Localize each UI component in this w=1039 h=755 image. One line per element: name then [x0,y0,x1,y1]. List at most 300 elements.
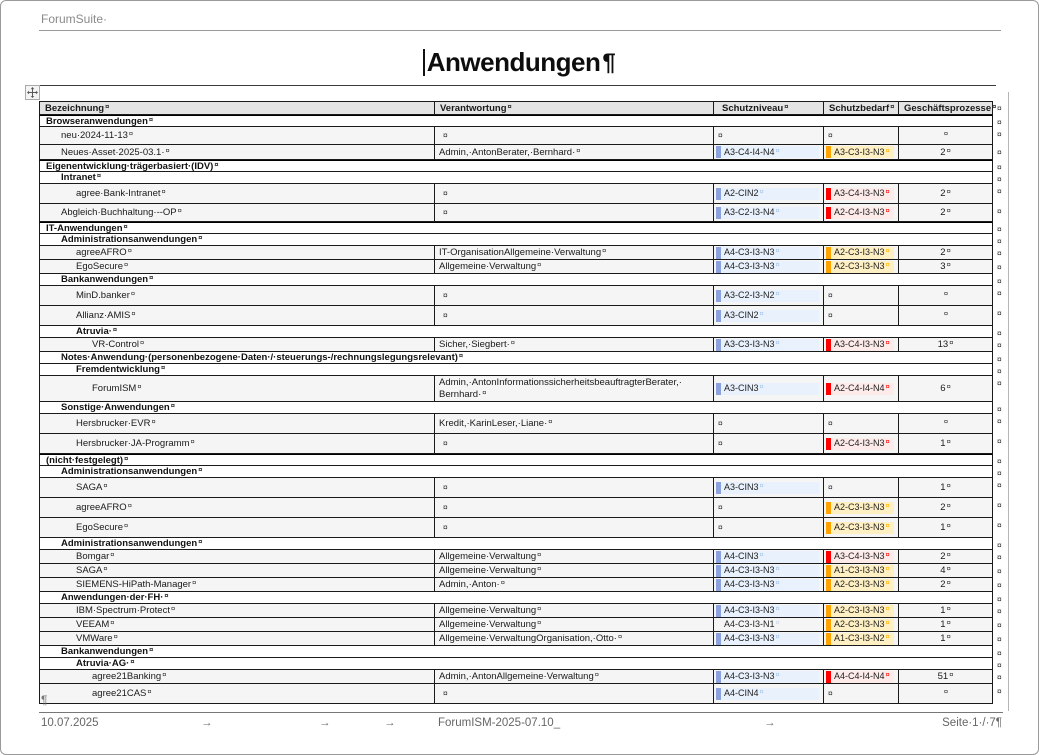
cell-schutzniveau[interactable] [714,338,824,351]
schutzniveau-value: A3-C2-I3-N4 [724,207,775,217]
cell-bezeichnung[interactable] [40,604,435,617]
cell-schutzbedarf[interactable] [824,246,899,259]
group-name: Browseranwendungen [46,115,148,127]
cell-end-mark: ¤ [576,145,581,155]
cell-schutzbedarf[interactable] [824,434,899,453]
cell-end-mark: ¤ [885,338,890,347]
table-row[interactable] [39,204,993,222]
cell-schutzbedarf[interactable] [824,518,899,537]
cell-schutzniveau[interactable] [714,286,824,305]
application-name: Hersbrucker·EVR [76,418,151,429]
table-row[interactable] [39,145,993,160]
cell-schutzbedarf[interactable] [824,260,899,273]
cell-geschaeftsprozesse[interactable] [899,306,992,325]
right-margin-guide [1008,92,1009,711]
cell-geschaeftsprozesse[interactable] [899,286,992,305]
cell-geschaeftsprozesse[interactable] [899,518,992,537]
cell-verantwortung[interactable] [435,338,714,351]
table-row[interactable] [39,376,993,402]
cell-bezeichnung[interactable] [40,518,435,537]
cell-end-mark: ¤ [946,632,951,641]
schutzniveau-chip [716,565,819,577]
schutzbedarf-chip [826,579,894,591]
cell-geschaeftsprozesse[interactable] [899,204,992,221]
application-name: agree21Banking [92,671,162,682]
cell-end-mark: ¤ [602,246,607,255]
process-count: 13 [937,339,949,350]
table-row[interactable] [39,604,993,618]
group-name: IT-Anwendungen [46,222,123,234]
table-row-group[interactable] [39,234,993,246]
cell-schutzniveau[interactable] [714,578,824,591]
cell-end-mark: ¤ [828,310,833,320]
responsible-text: Admin,·Anton· [439,579,500,590]
cell-verantwortung[interactable] [435,127,714,144]
cell-verantwortung[interactable] [435,434,714,453]
cell-verantwortung[interactable] [435,246,714,259]
table-row-group[interactable] [39,466,993,478]
cell-bezeichnung[interactable] [40,670,435,683]
schutzbedarf-chip [826,633,894,645]
schutzniveau-value: A3-C3-I3-N3 [724,339,775,349]
cell-verantwortung[interactable] [435,478,714,497]
cell-end-mark: ¤ [885,437,890,446]
cell-schutzniveau[interactable] [714,498,824,517]
cell-bezeichnung[interactable] [40,550,435,563]
schutzniveau-value: A4-C3-I3-N3 [724,261,775,271]
cell-schutzniveau[interactable] [714,632,824,645]
cell-end-mark: ¤ [170,401,175,410]
row-end-mark: ¤ [997,552,1002,562]
document-title-row[interactable] [1,47,1038,81]
cell-end-mark: ¤ [190,437,195,446]
cell-end-mark: ¤ [946,246,951,255]
group-name-cell[interactable] [40,161,992,171]
cell-end-mark: ¤ [443,482,448,492]
table-row-group[interactable] [39,538,993,550]
cell-geschaeftsprozesse[interactable] [899,578,992,591]
row-end-mark: ¤ [997,248,1002,258]
row-end-mark: ¤ [997,186,1002,196]
table-row[interactable] [39,338,993,352]
table-row[interactable] [39,498,993,518]
row-end-mark: ¤ [997,686,1002,696]
table-row[interactable] [39,632,993,646]
cell-schutzniveau[interactable] [714,145,824,159]
schutzniveau-value: A3-CIN3 [724,482,759,492]
cell-schutzbedarf[interactable] [824,684,899,703]
schutzniveau-value: A3-C2-I3-N2 [724,290,775,300]
cell-end-mark: ¤ [164,591,169,600]
cell-bezeichnung[interactable] [40,632,435,645]
schutzniveau-chip [716,579,819,591]
row-end-mark: ¤ [997,436,1002,446]
cell-end-mark: ¤ [718,438,723,448]
schutzniveau-chip [716,383,819,395]
cell-bezeichnung[interactable] [40,578,435,591]
cell-verantwortung[interactable] [435,550,714,563]
table-row[interactable] [39,286,993,306]
cell-bezeichnung[interactable] [40,564,435,577]
cell-end-mark: ¤ [949,338,954,347]
table-row-group[interactable] [39,646,993,658]
table-row[interactable] [39,246,993,260]
cell-schutzniveau[interactable] [714,204,824,221]
cell-schutzbedarf[interactable] [824,338,899,351]
schutzniveau-chip [716,671,819,683]
cell-schutzniveau[interactable] [714,564,824,577]
process-count: 3 [940,261,946,272]
group-name-cell[interactable] [40,538,992,549]
group-name-cell[interactable] [40,592,992,603]
row-end-mark: ¤ [997,580,1002,590]
cell-end-mark: ¤ [443,290,448,300]
schutzbedarf-chip [826,605,894,617]
group-name: Atruvia·AG· [76,658,130,669]
cell-geschaeftsprozesse[interactable] [899,434,992,453]
cell-schutzniveau[interactable] [714,184,824,203]
table-row-group[interactable] [39,115,993,127]
tab-arrow-icon: → [764,717,776,729]
process-count: 6 [940,383,946,394]
cell-bezeichnung[interactable] [40,286,435,305]
cell-geschaeftsprozesse[interactable] [899,478,992,497]
cell-end-mark: ¤ [885,550,890,559]
responsible-text: Allgemeine·Verwaltung [439,605,537,616]
cell-geschaeftsprozesse[interactable] [899,564,992,577]
schutzbedarf-chip [826,261,894,273]
table-row[interactable] [39,260,993,274]
row-end-mark: ¤ [997,162,1002,172]
cell-schutzbedarf[interactable] [824,127,899,144]
table-row[interactable] [39,184,993,204]
cell-verantwortung[interactable] [435,632,714,645]
schutzbedarf-value: A2-C4-I4-N4 [834,383,885,393]
table-row[interactable] [39,414,993,434]
schutzbedarf-chip [826,502,894,514]
cell-end-mark: ¤ [124,260,129,269]
cell-verantwortung[interactable] [435,260,714,273]
table-row-group[interactable] [39,274,993,286]
cell-schutzniveau[interactable] [714,604,824,617]
schutzbedarf-value: A3-C3-I3-N3 [834,146,885,157]
cell-end-mark: ¤ [510,338,515,347]
cell-bezeichnung[interactable] [40,306,435,325]
cell-end-mark: ¤ [537,604,542,613]
cell-end-mark: ¤ [885,632,890,641]
title-rule [39,85,996,86]
cell-schutzniveau[interactable] [714,684,824,703]
table-row-group[interactable] [39,658,993,670]
cell-end-mark: ¤ [885,145,890,155]
cell-bezeichnung[interactable] [40,434,435,453]
cell-bezeichnung[interactable] [40,376,435,401]
cell-schutzbedarf[interactable] [824,632,899,645]
cell-schutzniveau[interactable] [714,518,824,537]
cell-geschaeftsprozesse[interactable] [899,604,992,617]
group-name-cell[interactable] [40,116,992,126]
schutzniveau-value: A2-CIN2 [724,188,759,198]
tab-arrow-icon: → [319,717,331,729]
row-end-mark: ¤ [997,206,1002,216]
cell-geschaeftsprozesse[interactable] [899,260,992,273]
cell-verantwortung[interactable] [435,604,714,617]
cell-verantwortung[interactable] [435,578,714,591]
cell-end-mark: ¤ [617,632,623,641]
application-name: SAGA [76,565,103,576]
footer-document-name: ForumISM-2025-07.10_ [438,717,561,729]
schutzniveau-value: A4-C3-I3-N3 [724,565,775,575]
column-header-verantwortung[interactable] [435,102,714,114]
row-end-mark: ¤ [997,404,1002,414]
table-row-group[interactable] [39,402,993,414]
cell-end-mark: ¤ [946,437,951,446]
cell-verantwortung[interactable] [435,618,714,631]
table-row[interactable] [39,434,993,454]
cell-end-mark: ¤ [140,338,145,347]
schutzbedarf-value: A2-C3-I3-N3 [834,261,885,271]
cell-verantwortung[interactable] [435,184,714,203]
table-row[interactable] [39,618,993,632]
cell-schutzbedarf[interactable] [824,670,899,683]
cell-bezeichnung[interactable] [40,684,435,703]
row-end-mark: ¤ [997,660,1002,670]
responsible-text: Allgemeine·Verwaltung [439,565,537,576]
row-end-mark: ¤ [997,276,1002,286]
cell-end-mark: ¤ [105,101,110,111]
schutzbedarf-value: A2-C4-I3-N3 [834,438,885,448]
column-header-label: Verantwortung [440,102,507,114]
cell-end-mark: ¤ [507,101,512,111]
cell-schutzbedarf[interactable] [824,184,899,203]
table-row[interactable] [39,670,993,684]
table-row[interactable] [39,306,993,326]
cell-verantwortung[interactable] [435,498,714,517]
cell-verantwortung[interactable] [435,286,714,305]
table-row-group[interactable] [39,592,993,604]
cell-geschaeftsprozesse[interactable] [899,498,992,517]
group-name-cell[interactable] [40,455,992,465]
cell-end-mark: ¤ [946,481,951,490]
cell-geschaeftsprozesse[interactable] [899,376,992,401]
cell-geschaeftsprozesse[interactable] [899,684,992,703]
group-name-cell[interactable] [40,234,992,245]
group-name-cell[interactable] [40,274,992,285]
cell-geschaeftsprozesse[interactable] [899,670,992,683]
cell-verantwortung[interactable] [435,204,714,221]
cell-end-mark: ¤ [128,129,134,138]
schutzbedarf-value: A1-C3-I3-N2 [834,633,885,643]
cell-verantwortung[interactable] [435,145,714,159]
cell-end-mark: ¤ [759,481,764,490]
table-row[interactable] [39,518,993,538]
table-row[interactable] [39,684,993,704]
row-end-mark: ¤ [997,520,1002,530]
cell-geschaeftsprozesse[interactable] [899,550,992,563]
column-header-geschaeftsprozesse[interactable] [899,102,996,114]
group-name-cell[interactable] [40,172,992,183]
table-row[interactable] [39,578,993,592]
group-name: Notes·Anwendung·(personenbezogene·Daten·/·steuerungs-/rechnungslegungsrelevant) [61,352,458,363]
row-end-mark: ¤ [997,566,1002,576]
responsible-text: Allgemeine·Verwaltung [439,619,537,630]
column-header-schutzniveau[interactable] [714,102,824,114]
schutzbedarf-value: A2-C4-I3-N3 [834,207,885,217]
column-header-schutzbedarf[interactable] [824,102,899,114]
cell-schutzbedarf[interactable] [824,498,899,517]
cell-schutzniveau[interactable] [714,246,824,259]
pilcrow-mark: ¶ [602,48,616,76]
cell-schutzniveau[interactable] [714,414,824,433]
cell-schutzniveau[interactable] [714,550,824,563]
cell-geschaeftsprozesse[interactable] [899,184,992,203]
cell-geschaeftsprozesse[interactable] [899,246,992,259]
schutzbedarf-chip [826,619,894,631]
cell-end-mark: ¤ [147,687,152,696]
cell-bezeichnung[interactable] [40,246,435,259]
cell-end-mark: ¤ [775,260,780,269]
cell-bezeichnung[interactable] [40,618,435,631]
cell-schutzbedarf[interactable] [824,145,899,159]
cell-schutzbedarf[interactable] [824,604,899,617]
group-name-cell[interactable] [40,658,992,669]
table-row[interactable] [39,564,993,578]
group-name-cell[interactable] [40,402,992,413]
schutzniveau-value: A4-C3-I3-N3 [724,633,775,643]
page-title: Anwendungen [426,47,601,77]
cell-schutzniveau[interactable] [714,478,824,497]
table-row[interactable] [39,127,993,145]
cell-end-mark: ¤ [96,171,102,180]
group-name-cell[interactable] [40,646,992,657]
cell-end-mark: ¤ [759,550,764,559]
cell-bezeichnung[interactable] [40,414,435,433]
cell-verantwortung[interactable] [435,306,714,325]
column-header-label: Geschäftsprozesse [904,102,992,114]
cell-bezeichnung[interactable] [40,260,435,273]
cell-geschaeftsprozesse[interactable] [899,618,992,631]
cell-schutzniveau[interactable] [714,260,824,273]
column-header-bezeichnung[interactable] [40,102,435,114]
table-row-group[interactable] [39,172,993,184]
cell-schutzniveau[interactable] [714,376,824,401]
cell-schutzbedarf[interactable] [824,564,899,577]
group-name-cell[interactable] [40,326,992,337]
cell-verantwortung[interactable] [435,564,714,577]
cell-bezeichnung[interactable] [40,145,435,159]
cell-schutzbedarf[interactable] [824,376,899,401]
cell-end-mark: ¤ [443,310,448,320]
cell-schutzbedarf[interactable] [824,306,899,325]
cell-end-mark: ¤ [192,578,197,587]
cell-bezeichnung[interactable] [40,184,435,203]
cell-schutzniveau[interactable] [714,670,824,683]
cell-schutzbedarf[interactable] [824,578,899,591]
table-row[interactable] [39,478,993,498]
table-body [39,101,1029,704]
cell-schutzbedarf[interactable] [824,414,899,433]
group-name-cell[interactable] [40,352,992,363]
cell-verantwortung[interactable] [435,518,714,537]
cell-bezeichnung[interactable] [40,127,435,144]
application-name: SAGA [76,482,103,493]
schutzniveau-chip [716,688,819,700]
cell-end-mark: ¤ [946,382,951,391]
cell-verantwortung[interactable] [435,376,714,401]
table-row-group[interactable] [39,454,993,466]
group-name-cell[interactable] [40,223,992,233]
cell-end-mark: ¤ [149,273,154,282]
table-row-group[interactable] [39,364,993,376]
cell-verantwortung[interactable] [435,414,714,433]
cell-schutzniveau[interactable] [714,618,824,631]
row-end-mark: ¤ [997,540,1002,550]
cell-bezeichnung[interactable] [40,478,435,497]
schutzbedarf-chip [826,565,894,577]
schutzbedarf-value: A2-C3-I3-N3 [834,502,885,512]
cell-bezeichnung[interactable] [40,338,435,351]
cell-end-mark: ¤ [775,145,780,155]
cell-verantwortung[interactable] [435,670,714,683]
cell-end-mark: ¤ [946,521,951,530]
row-end-mark: ¤ [997,262,1002,272]
row-end-mark: ¤ [997,236,1002,246]
footer-page-number: Seite·1·/·7¶ [942,717,1002,729]
cell-bezeichnung[interactable] [40,204,435,221]
cell-bezeichnung[interactable] [40,498,435,517]
cell-schutzbedarf[interactable] [824,286,899,305]
cell-geschaeftsprozesse[interactable] [899,338,992,351]
group-name: Fremdentwicklung [76,364,160,375]
table-row[interactable] [39,550,993,564]
schutzbedarf-chip [826,551,894,563]
cell-end-mark: ¤ [775,246,780,255]
table-row-group[interactable] [39,326,993,338]
cell-geschaeftsprozesse[interactable] [899,145,992,159]
cell-end-mark: ¤ [482,388,487,397]
cell-schutzniveau[interactable] [714,434,824,453]
row-end-mark: ¤ [997,288,1002,298]
cell-geschaeftsprozesse[interactable] [899,414,992,433]
table-row-group[interactable] [39,352,993,364]
group-name-cell[interactable] [40,466,992,477]
column-header-label: Schutzniveau [722,102,784,114]
cell-end-mark: ¤ [537,564,542,573]
table-row-group[interactable] [39,160,993,172]
group-name-cell[interactable] [40,364,992,375]
table-header-rowline [39,101,1029,115]
cell-end-mark: ¤ [885,670,890,679]
cell-geschaeftsprozesse[interactable] [899,632,992,645]
cell-schutzniveau[interactable] [714,306,824,325]
cell-end-mark: ¤ [885,260,890,269]
cell-schutzbedarf[interactable] [824,204,899,221]
table-row-group[interactable] [39,222,993,234]
footer-rule [39,712,1003,713]
cell-schutzbedarf[interactable] [824,618,899,631]
cell-schutzniveau[interactable] [714,127,824,144]
cell-end-mark: ¤ [885,206,890,215]
schutzniveau-chip [716,339,819,351]
cell-end-mark: ¤ [165,145,170,155]
group-name: Sonstige·Anwendungen [61,402,170,413]
cell-geschaeftsprozesse[interactable] [899,127,992,144]
process-count: 1 [940,605,946,616]
table-move-handle-icon[interactable] [25,85,40,100]
cell-schutzbedarf[interactable] [824,478,899,497]
cell-schutzbedarf[interactable] [824,550,899,563]
cell-verantwortung[interactable] [435,684,714,703]
